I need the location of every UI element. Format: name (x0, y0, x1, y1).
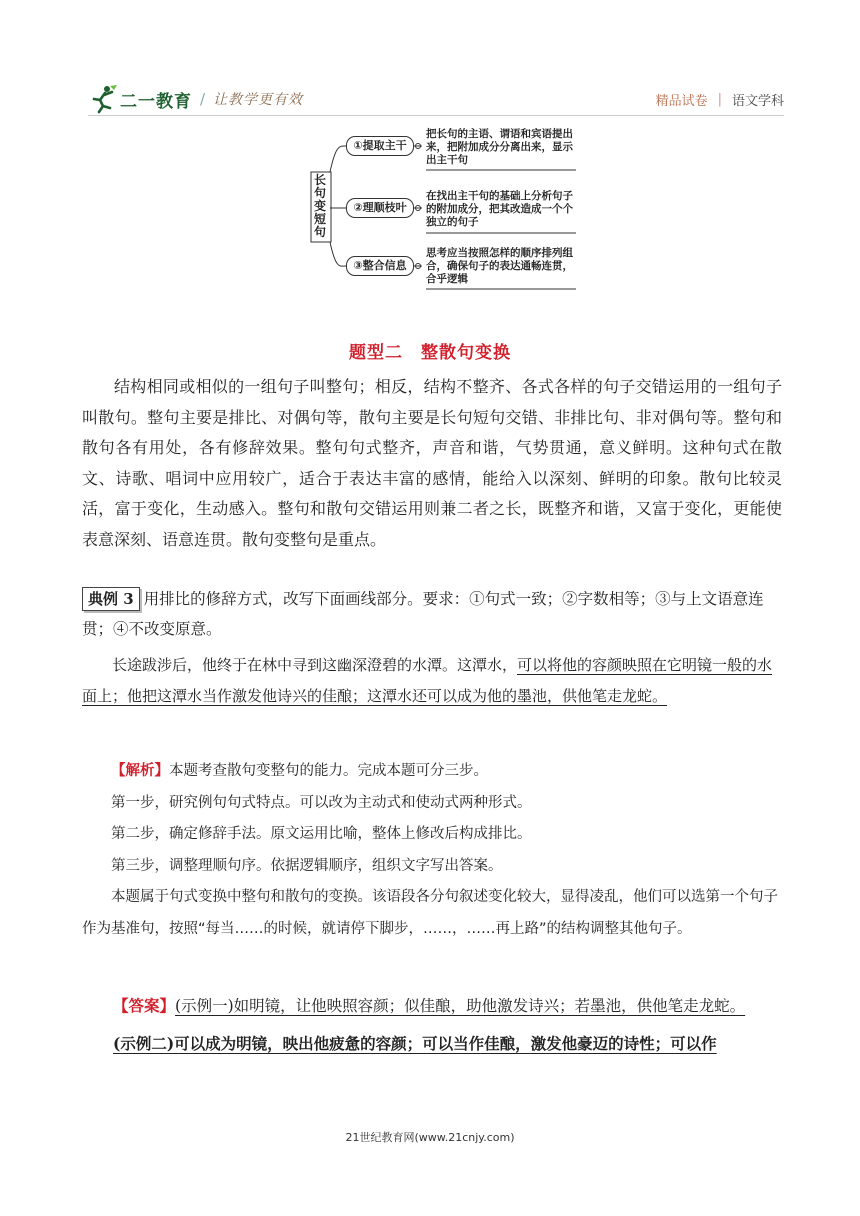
header-right (656, 90, 784, 109)
intro-paragraph: 结构相同或相似的一组句子叫整句；相反，结构不整齐、各式各样的句子交错运用的一组句子叫散句。整句主要是排比、对偶句等，散句主要是长句短句交错、非排比句、非对偶句等。整句和散句各有用处，各有修辞效果。整句句式整齐，声音和谐，气势贯通，意义鲜明。这种句式在散文、诗歌、唱词中应用较广，适合于表达丰富的感情，能给入以深刻、鲜明的印象。散句比较灵活，富于变化，生动感入。整句和散句交错运用则兼二者之长，既整齐和谐，又富于变化，更能使表意深刻、语意连贯。散句变整句是重点。 (82, 377, 782, 549)
branch-node-organize: ②理顺枝叶 (346, 198, 414, 218)
branch-desc-integrate: 思考应当按照怎样的顺序排列组合，确保句子的表达通畅连贯，合乎逻辑 (426, 247, 573, 285)
passage-lead: 长途跋涉后，他终于在林中寻到这幽深澄碧的水潭。这潭水， (112, 656, 518, 674)
answer-example-2: (示例二)可以成为明镜，映出他疲惫的容颜；可以当作佳酿，激发他豪迈的诗性；可以作 (113, 1034, 717, 1053)
branch-desc-organize: 在找出主干句的基础上分析句子的附加成分，把其改造成一个个独立的句子 (426, 190, 573, 228)
example-badge: 典例 3 (82, 587, 140, 611)
analysis-tag: 【解析】 (111, 763, 169, 779)
answer-block (82, 990, 782, 1059)
analysis-step-2: 第二步，确定修辞手法。原文运用比喻，整体上修改后构成排比。 (111, 826, 532, 842)
brand-name: 二一教育 (120, 91, 192, 112)
subject-label: 语文学科 (731, 94, 784, 109)
example-passage (82, 650, 782, 712)
header-separator: | (717, 92, 722, 107)
brand-logo (88, 84, 303, 114)
runner-logo-icon (88, 84, 118, 114)
analysis-step-3: 第三步，调整理顺句序。依据逻辑顺序，组织文字写出答案。 (111, 857, 503, 874)
header-divider (88, 115, 784, 116)
example-block (82, 584, 782, 712)
branch-node-extract: ①提取主干 (346, 136, 414, 156)
premium-label: 精品试卷 (655, 94, 708, 109)
analysis-block (82, 756, 782, 945)
brand-slash: / (200, 90, 206, 108)
branch-desc-extract: 把长句的主语、谓语和宾语提出来，把附加成分分离出来，显示出主干句 (426, 128, 573, 166)
brand-slogan: 让教学更有效 (213, 92, 304, 108)
branch-node-integrate: ③整合信息 (346, 256, 414, 276)
analysis-summary: 本题属于句式变换中整句和散句的变换。该语段各分句叙述变化较大，显得凌乱，他们可以选第一个句子作为基准句，按照“每当……的时候，就请停下脚步，……，……再上路”的结构调整其他句子。 (82, 889, 778, 937)
diagram-root-label: 长 句 变 短 句 (313, 173, 326, 239)
page-header (88, 84, 784, 114)
example-task-text: 用排比的修辞方式，改写下面画线部分。要求：①句式一致；②字数相等；③与上文语意连贯；④不改变原意。 (82, 590, 764, 638)
answer-example-1: 【答案】(示例一)如明镜，让他映照容颜；似佳酿，助他激发诗兴；若墨池，供他笔走龙蛇。 (113, 996, 746, 1015)
passage-underlined: 可以将他的容颜映照在它明镜一般的水面上；他把这潭水当作激发他诗兴的佳酿；这潭水还可以成为他的墨池，供他笔走龙蛇。 (82, 656, 773, 705)
section-title: 题型二 整散句变换 (349, 343, 511, 363)
long-to-short-sentence-diagram (308, 124, 588, 300)
example-task (82, 584, 782, 644)
analysis-step-1: 第一步，研究例句句式特点。可以改为主动式和使动式两种形式。 (111, 794, 532, 811)
answer-tag: 【答案】 (113, 996, 176, 1015)
analysis-intro: 【解析】本题考查散句变整句的能力。完成本题可分三步。 (111, 763, 488, 779)
page-footer: 21世纪教育网(www.21cnjy.com) (345, 1131, 515, 1144)
